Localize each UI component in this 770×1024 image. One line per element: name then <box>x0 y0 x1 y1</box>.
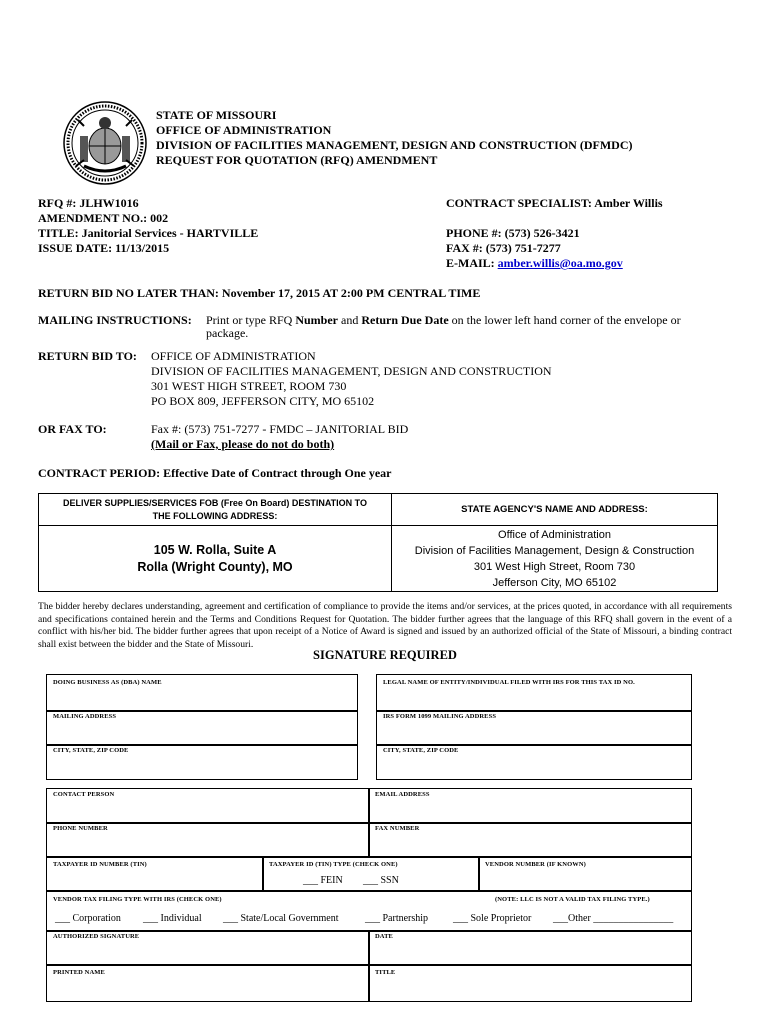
email-address-field[interactable]: EMAIL ADDRESS <box>368 788 692 824</box>
legal-name-field[interactable]: LEGAL NAME OF ENTITY/INDIVIDUAL FILED WITH IRS FOR THIS TAX ID NO. <box>376 674 692 712</box>
fax-to-label: OR FAX TO: <box>38 422 107 436</box>
state-seal-logo <box>62 100 148 186</box>
contact-fax: FAX #: (573) 751-7277 <box>446 241 561 255</box>
vendor-number-field[interactable]: VENDOR NUMBER (IF KNOWN) <box>478 856 692 892</box>
delivery-address: 105 W. Rolla, Suite A Rolla (Wright County), MO <box>39 526 392 592</box>
irs-city-state-zip-field[interactable]: CITY, STATE, ZIP CODE <box>376 744 692 780</box>
ssn-option[interactable]: ___ SSN <box>363 875 399 886</box>
return-deadline: RETURN BID NO LATER THAN: November 17, 2015 AT 2:00 PM CENTRAL TIME <box>38 286 481 300</box>
agency-header: STATE AGENCY'S NAME AND ADDRESS: <box>392 494 718 526</box>
title-field[interactable]: TITLE <box>368 964 692 1002</box>
mailing-instructions: Print or type RFQ Number and Return Due Date on the lower left hand corner of the envelope or <box>206 313 681 327</box>
issue-date: ISSUE DATE: 11/13/2015 <box>38 241 170 255</box>
header-office: OFFICE OF ADMINISTRATION <box>156 123 332 137</box>
mailing-address-field[interactable]: MAILING ADDRESS <box>46 710 358 746</box>
contact-info <box>446 196 663 271</box>
rfq-info <box>38 196 258 256</box>
authorized-signature-field[interactable]: AUTHORIZED SIGNATURE <box>46 930 370 966</box>
fax-to-info: Fax #: (573) 751-7277 - FMDC – JANITORIAL BID (Mail or Fax, please do not do both) <box>151 422 409 451</box>
fein-option[interactable]: ___ FEIN <box>303 875 343 886</box>
header-state: STATE OF MISSOURI <box>156 108 277 122</box>
header-division: DIVISION OF FACILITIES MANAGEMENT, DESIGN AND CONSTRUCTION (DFMDC) <box>156 138 633 152</box>
email-label: E-MAIL: <box>446 256 495 270</box>
legal-declaration: The bidder hereby declares understanding, agreement and certification of compliance to provide the items and/or services, at the prices quoted, in accordance with all requirements and specifications contained herein and the Terms and Conditions Request for Quotation. The bidder further agrees that the language of this RFQ shall govern in the event of a conflict with his/her bid. The bidder further agrees that upon receipt of a Notice of Award is signed and issued by an authorized official of the State of Missouri, a binding contract shall exist between the bidder and the State of Missouri. <box>38 601 732 650</box>
agency-address: Office of Administration Division of Facilities Management, Design & Construction 301 West High Street, Room 730 Jefferson City, MO 65102 <box>392 526 718 592</box>
printed-name-field[interactable]: PRINTED NAME <box>46 964 370 1002</box>
individual-option[interactable]: ___ Individual <box>143 913 202 924</box>
email-link[interactable]: amber.willis@oa.mo.gov <box>497 256 623 270</box>
amendment-number: AMENDMENT NO.: 002 <box>38 211 169 225</box>
dba-name-field[interactable]: DOING BUSINESS AS (DBA) NAME <box>46 674 358 712</box>
tin-field[interactable]: TAXPAYER ID NUMBER (TIN) <box>46 856 264 892</box>
tax-filing-type-field: VENDOR TAX FILING TYPE WITH IRS (CHECK ONE) (NOTE: LLC IS NOT A VALID TAX FILING TYPE.) ___ Corporation ___ Individual ___ State/Local Government ___ Partnership ___ Sole Proprietor ___Other ________________ <box>46 890 692 932</box>
phone-number-field[interactable]: PHONE NUMBER <box>46 822 370 858</box>
delivery-header: DELIVER SUPPLIES/SERVICES FOB (Free On Board) DESTINATION TO THE FOLLOWING ADDRESS: <box>39 494 392 526</box>
contract-period: CONTRACT PERIOD: Effective Date of Contract through One year <box>38 466 392 480</box>
signature-required-heading: SIGNATURE REQUIRED <box>313 648 457 662</box>
other-option[interactable]: ___Other ________________ <box>553 913 674 924</box>
rfq-number: RFQ #: JLHW1016 <box>38 196 139 210</box>
fax-number-field[interactable]: FAX NUMBER <box>368 822 692 858</box>
header-rfq-title: REQUEST FOR QUOTATION (RFQ) AMENDMENT <box>156 153 438 167</box>
city-state-zip-field[interactable]: CITY, STATE, ZIP CODE <box>46 744 358 780</box>
delivery-table <box>38 493 718 592</box>
state-local-government-option[interactable]: ___ State/Local Government <box>223 913 339 924</box>
date-field[interactable]: DATE <box>368 930 692 966</box>
irs-mailing-address-field[interactable]: IRS FORM 1099 MAILING ADDRESS <box>376 710 692 746</box>
mailing-instructions-cont: package. <box>206 326 249 340</box>
contract-specialist: CONTRACT SPECIALIST: Amber Willis <box>446 196 663 210</box>
mailing-label: MAILING INSTRUCTIONS: <box>38 313 192 327</box>
tin-type-field: TAXPAYER ID (TIN) TYPE (CHECK ONE) ___ FEIN ___ SSN <box>262 856 480 892</box>
contact-person-field[interactable]: CONTACT PERSON <box>46 788 370 824</box>
sole-proprietor-option[interactable]: ___ Sole Proprietor <box>453 913 532 924</box>
contact-phone: PHONE #: (573) 526-3421 <box>446 226 580 240</box>
rfq-title: TITLE: Janitorial Services - HARTVILLE <box>38 226 259 240</box>
return-to-address: OFFICE OF ADMINISTRATION DIVISION OF FACILITIES MANAGEMENT, DESIGN AND CONSTRUCTION 301 WEST HIGH STREET, ROOM 730 PO BOX 809, JEFFERSON CITY, MO 65102 <box>151 349 552 408</box>
return-to-label: RETURN BID TO: <box>38 349 137 363</box>
partnership-option[interactable]: ___ Partnership <box>365 913 429 924</box>
corporation-option[interactable]: ___ Corporation <box>55 913 121 924</box>
document-header <box>156 108 632 168</box>
